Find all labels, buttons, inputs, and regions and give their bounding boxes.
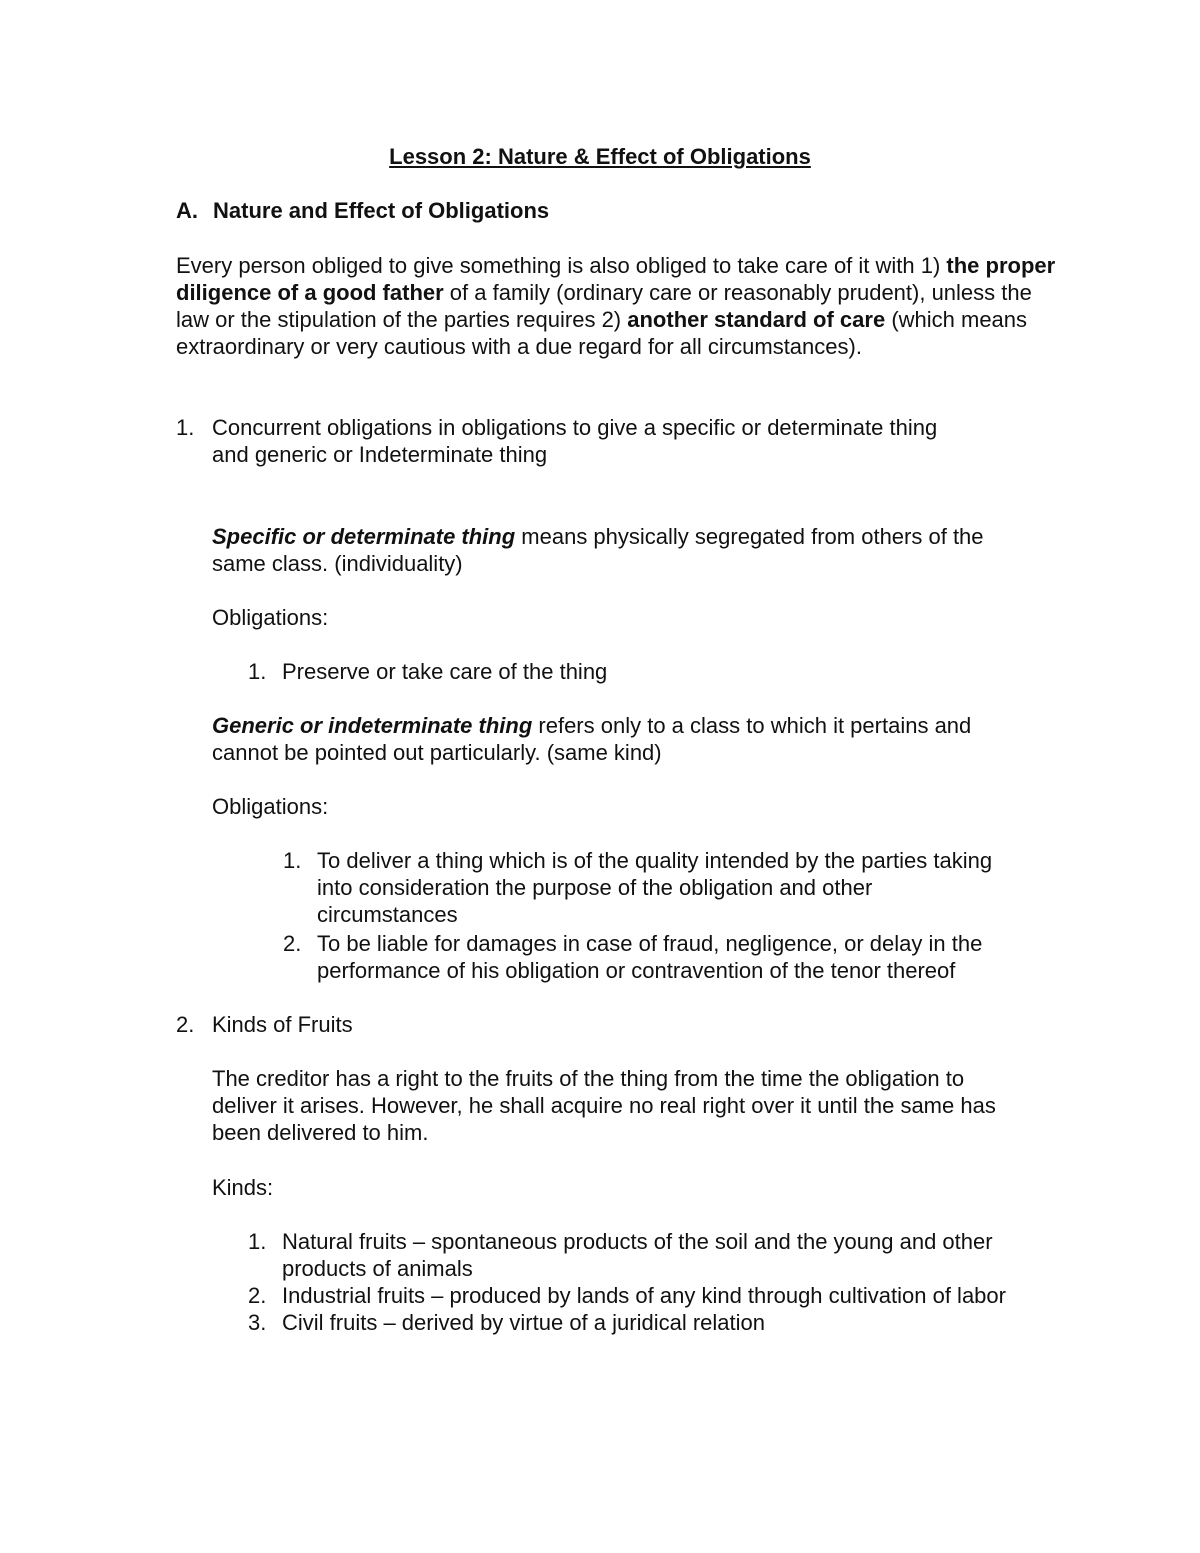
generic-text: cannot be pointed out particularly. (same kind) (212, 740, 662, 765)
list-text: To be liable for damages in case of fraud, negligence, or delay in the (317, 931, 983, 956)
intro-text-1: Every person obliged to give something is also obliged to take care of it with 1) (176, 253, 947, 278)
item2-heading: Kinds of Fruits (212, 1012, 353, 1037)
list-text: products of animals (282, 1256, 473, 1281)
list-number: 2. (283, 931, 302, 956)
intro-text-3: (which means extraordinary or very cautious with a due regard for all circumstances). (176, 307, 1028, 359)
specific-text: means physically segregated from others of the (515, 524, 984, 549)
generic-term: Generic or indeterminate thing (212, 713, 533, 738)
item1-line: and generic or Indeterminate thing (212, 442, 548, 467)
list-text: performance of his obligation or contravention of the tenor thereof (317, 958, 956, 983)
list-text: To deliver a thing which is of the quality intended by the parties taking (317, 848, 993, 873)
paragraph-line: been delivered to him. (212, 1120, 429, 1145)
list-number: 2. (248, 1283, 267, 1308)
list-text: Civil fruits – derived by virtue of a juridical relation (282, 1310, 765, 1335)
list-text: circumstances (317, 902, 458, 927)
list-number: 1. (248, 659, 267, 684)
generic-obligations-label: Obligations: (212, 794, 329, 819)
paragraph-line: deliver it arises. However, he shall acquire no real right over it until the same has (212, 1093, 996, 1118)
list-text: Preserve or take care of the thing (282, 659, 608, 684)
intro-paragraph (176, 252, 1066, 360)
specific-term: Specific or determinate thing (212, 524, 516, 549)
section-a-letter: A. (176, 198, 198, 223)
kinds-label: Kinds: (212, 1175, 274, 1200)
list-text: into consideration the purpose of the obligation and other (317, 875, 873, 900)
intro-bold-1: the proper diligence of a good father (176, 253, 1056, 305)
section-a-title: Nature and Effect of Obligations (213, 198, 550, 223)
section-a-heading (176, 197, 549, 224)
list-number: 3. (248, 1310, 267, 1335)
generic-text: refers only to a class to which it pertains and (532, 713, 972, 738)
list-number: 1. (176, 415, 195, 440)
list-text: Industrial fruits – produced by lands of any kind through cultivation of labor (282, 1283, 1006, 1308)
list-number: 1. (248, 1229, 267, 1254)
specific-text: same class. (individuality) (212, 551, 463, 576)
list-number: 1. (283, 848, 302, 873)
page-title: Lesson 2: Nature & Effect of Obligations (389, 144, 811, 169)
intro-bold-2: another standard of care (627, 307, 886, 332)
paragraph-line: The creditor has a right to the fruits of the thing from the time the obligation to (212, 1066, 965, 1091)
item1-line: Concurrent obligations in obligations to give a specific or determinate thing (212, 415, 938, 440)
specific-obligations-label: Obligations: (212, 605, 329, 630)
list-text: Natural fruits – spontaneous products of the soil and the young and other (282, 1229, 993, 1254)
fruits-paragraph (212, 1065, 1092, 1146)
generic-definition (212, 712, 1072, 766)
list-number: 2. (176, 1012, 195, 1037)
intro-text-2: of a family (ordinary care or reasonably prudent), unless the law or the stipulation of the parties requires 2) (176, 280, 1032, 332)
specific-definition (212, 523, 1072, 577)
